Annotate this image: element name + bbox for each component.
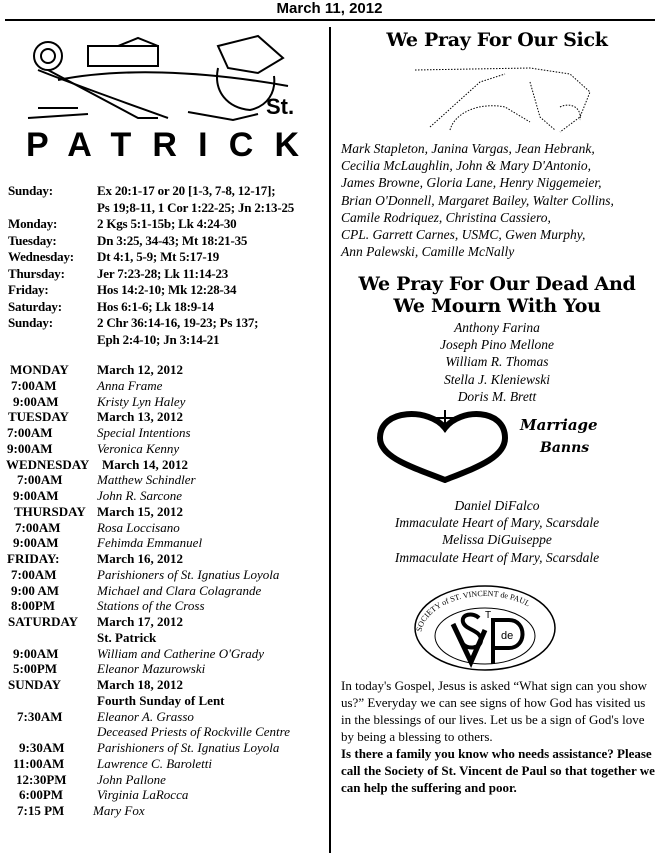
reading-ref: Jer 7:23-28; Lk 11:14-23 xyxy=(97,265,229,281)
reading-day: Tuesday: xyxy=(8,232,57,248)
mass-day: SUNDAY xyxy=(8,677,61,692)
reading-row xyxy=(8,183,275,200)
mass-date: March 17, 2012 xyxy=(97,614,184,629)
mass-day-row xyxy=(0,504,325,520)
mass-row xyxy=(0,661,325,677)
mass-time: 6:00PM xyxy=(19,787,64,803)
mass-date: March 15, 2012 xyxy=(97,503,184,519)
mass-time: 9:00 AM xyxy=(11,582,60,598)
mass-row xyxy=(0,787,325,803)
sick-list-line: Camile Rodriquez, Christina Cassiero, xyxy=(341,209,551,225)
sick-title: We Pray For Our Sick xyxy=(386,29,608,51)
mass-row xyxy=(0,693,325,709)
dead-title-line-1: We Pray For Our Dead And xyxy=(358,273,636,295)
mass-time: 7:00AM xyxy=(11,377,57,393)
mass-intention: Eleanor A. Grasso xyxy=(97,708,194,724)
header-rule xyxy=(5,19,655,21)
reading-day: Saturday: xyxy=(8,298,62,314)
mass-intention: Stations of the Cross xyxy=(97,598,205,614)
marriage-banns-logo xyxy=(375,408,635,483)
mass-intention: William and Catherine O'Grady xyxy=(97,645,265,661)
deceased-name: William R. Thomas xyxy=(445,354,549,370)
mass-time: 9:00AM xyxy=(13,393,59,409)
mass-day-row xyxy=(0,614,325,630)
gospel-text: In today's Gospel, Jesus is asked “What sign can you show us?” Everyday we can see signs of how God has visited us in the blessings of our lives. Let us be a sign of God's love by being a blessing to others. xyxy=(341,678,647,744)
mass-time: 7:15 PM xyxy=(17,803,65,818)
reading-day: Friday: xyxy=(8,282,49,297)
mass-row xyxy=(0,740,325,756)
svdp-t: T xyxy=(485,610,492,621)
svg-text:SOCIETY of ST. VINCENT de PAUL xyxy=(414,589,531,633)
reading-row xyxy=(8,200,294,217)
mass-day-row xyxy=(0,362,325,378)
mass-day: MONDAY xyxy=(10,362,69,377)
mass-time: 7:00AM xyxy=(15,519,61,535)
mass-time: 9:00AM xyxy=(13,488,59,503)
mass-feast: St. Patrick xyxy=(97,629,157,645)
mass-row xyxy=(0,441,325,457)
mass-time: 8:00PM xyxy=(11,598,56,614)
sick-list-line: James Browne, Gloria Lane, Henry Niggemeier, xyxy=(341,175,602,191)
svdp-ring-text: SOCIETY of ST. VINCENT de PAUL xyxy=(414,588,532,633)
mass-row xyxy=(0,598,325,614)
mass-intention: Kristy Lyn Haley xyxy=(97,393,186,409)
mass-intention: Veronica Kenny xyxy=(97,440,180,456)
banns-line: Immaculate Heart of Mary, Scarsdale xyxy=(394,549,600,565)
reading-day: Sunday: xyxy=(8,315,53,330)
mass-intention: John Pallone xyxy=(97,771,166,787)
reading-row xyxy=(8,282,236,299)
logo-text-patrick: PATRICK xyxy=(26,126,302,160)
reading-row xyxy=(8,315,258,332)
mass-intention: John R. Sarcone xyxy=(97,488,183,503)
mass-intention: Rosa Loccisano xyxy=(97,519,180,535)
logo-text-st: St. xyxy=(266,94,295,119)
mass-row xyxy=(0,646,325,662)
reading-day: Thursday: xyxy=(8,265,65,281)
reading-day: Monday: xyxy=(8,216,58,231)
mass-intention: Parishioners of St. Ignatius Loyola xyxy=(97,566,280,582)
svdp-de: de xyxy=(501,630,514,642)
reading-ref: Hos 6:1-6; Lk 18:9-14 xyxy=(97,298,214,314)
mass-day-row xyxy=(0,457,325,473)
mass-intention: Deceased Priests of Rockville Centre xyxy=(97,724,291,740)
heart-icon xyxy=(380,414,505,480)
sick-list-line: Mark Stapleton, Janina Vargas, Jean Hebrank, xyxy=(341,141,595,156)
mass-time: 9:00AM xyxy=(13,645,59,661)
mass-intention: Fehimda Emmanuel xyxy=(97,535,203,551)
deceased-name: Doris M. Brett xyxy=(457,388,537,404)
mass-time: 11:00AM xyxy=(13,755,65,771)
mass-intention: Anna Frame xyxy=(97,377,163,393)
mass-date: March 18, 2012 xyxy=(97,677,184,692)
mass-day: SATURDAY xyxy=(8,614,79,629)
mass-intention: Mary Fox xyxy=(93,803,145,818)
mass-row xyxy=(0,724,325,740)
sick-list-line: Cecilia McLaughlin, John & Mary D'Antonio, xyxy=(341,158,591,174)
mass-row xyxy=(0,803,325,819)
mass-intention: Special Intentions xyxy=(97,425,191,440)
mass-intention: Lawrence C. Baroletti xyxy=(97,755,212,771)
reading-row xyxy=(8,216,236,233)
sick-list-line: Ann Palewski, Camille McNally xyxy=(341,244,515,260)
mass-time: 9:30AM xyxy=(19,740,65,755)
mass-row xyxy=(0,520,325,536)
reading-ref: Ex 20:1-17 or 20 [1-3, 7-8, 12-17]; xyxy=(97,183,276,198)
mass-row xyxy=(0,567,325,583)
mass-row xyxy=(0,394,325,410)
mass-time: 7:00AM xyxy=(7,425,53,440)
mass-intention: Matthew Schindler xyxy=(97,472,196,488)
mass-date: March 13, 2012 xyxy=(97,409,184,425)
reading-ref: 2 Kgs 5:1-15b; Lk 4:24-30 xyxy=(97,216,237,231)
mass-intention: Parishioners of St. Ignatius Loyola xyxy=(97,740,280,755)
mass-time: 12:30PM xyxy=(16,771,67,787)
sick-list-line: CPL. Garrett Carnes, USMC, Gwen Murphy, xyxy=(341,227,586,243)
reading-ref: Dt 4:1, 5-9; Mt 5:17-19 xyxy=(97,249,220,264)
praying-hands-illustration xyxy=(410,62,620,137)
mass-date: March 14, 2012 xyxy=(102,456,189,472)
reading-ref: Ps 19;8-11, 1 Cor 1:22-25; Jn 2:13-25 xyxy=(97,199,295,215)
deceased-name: Stella J. Kleniewski xyxy=(443,371,551,387)
reading-row xyxy=(8,249,219,266)
deceased-list xyxy=(335,319,659,405)
reading-ref: 2 Chr 36:14-16, 19-23; Ps 137; xyxy=(97,315,259,330)
banns-line: Melissa DiGuiseppe xyxy=(442,532,552,548)
mass-row xyxy=(0,772,325,788)
mass-row xyxy=(0,472,325,488)
gospel-reflection xyxy=(341,677,657,796)
banns-logo-text-1: Marriage xyxy=(520,416,598,434)
mass-day: THURSDAY xyxy=(14,503,86,519)
sick-list xyxy=(341,140,659,260)
mass-row xyxy=(0,535,325,551)
mass-time: 9:00AM xyxy=(13,535,59,551)
reading-row xyxy=(8,299,214,316)
mass-row xyxy=(0,709,325,725)
banns-line: Daniel DiFalco xyxy=(454,498,540,513)
reading-day: Wednesday: xyxy=(8,249,74,264)
mass-time: 5:00PM xyxy=(13,661,58,677)
mass-day-row xyxy=(0,677,325,693)
banns-logo-text-2: Banns xyxy=(540,440,590,456)
banns-line: Immaculate Heart of Mary, Scarsdale xyxy=(394,515,600,531)
reading-row xyxy=(8,332,219,349)
mass-date: March 16, 2012 xyxy=(97,551,184,566)
banns-list xyxy=(335,497,659,566)
deceased-name: Anthony Farina xyxy=(454,320,540,335)
column-divider xyxy=(329,27,331,853)
reading-ref: Hos 14:2-10; Mk 12:28-34 xyxy=(97,282,237,297)
dead-title xyxy=(335,273,659,317)
mass-time: 9:00AM xyxy=(7,440,53,456)
dead-title-line-2: We Mourn With You xyxy=(393,295,601,317)
reading-ref: Eph 2:4-10; Jn 3:14-21 xyxy=(97,331,220,347)
mass-row xyxy=(0,378,325,394)
deceased-name: Joseph Pino Mellone xyxy=(440,337,554,353)
svdp-appeal: Is there a family you know who needs assistance? Please call the Society of St. Vincent de Paul so that together we can help the suffering and poor. xyxy=(341,746,655,795)
mass-row xyxy=(0,630,325,646)
bulletin-date: March 11, 2012 xyxy=(276,0,383,17)
mass-day: FRIDAY: xyxy=(7,551,60,566)
svdp-logo xyxy=(413,584,558,672)
mass-time: 7:00AM xyxy=(11,566,57,582)
mass-intention: Eleanor Mazurowski xyxy=(97,661,206,677)
mass-date: March 12, 2012 xyxy=(97,362,184,377)
mass-day: TUESDAY xyxy=(8,409,69,425)
mass-feast: Fourth Sunday of Lent xyxy=(97,692,225,708)
mass-day-row xyxy=(0,551,325,567)
mass-time: 7:30AM xyxy=(17,708,63,724)
reading-row xyxy=(8,233,247,250)
mass-row xyxy=(0,488,325,504)
mass-time: 7:00AM xyxy=(17,472,63,488)
mass-intention: Virginia LaRocca xyxy=(97,787,189,803)
mass-day: WEDNESDAY xyxy=(6,456,90,472)
mass-row xyxy=(0,583,325,599)
reading-day: Sunday: xyxy=(8,183,53,198)
sick-list-line: Brian O'Donnell, Margaret Bailey, Walter Collins, xyxy=(341,192,614,208)
mass-row xyxy=(0,425,325,441)
mass-row xyxy=(0,756,325,772)
mass-intention: Michael and Clara Colagrande xyxy=(97,582,262,598)
reading-row xyxy=(8,266,228,283)
st-patrick-illustration xyxy=(18,28,308,160)
mass-day-row xyxy=(0,409,325,425)
reading-ref: Dn 3:25, 34-43; Mt 18:21-35 xyxy=(97,232,248,248)
